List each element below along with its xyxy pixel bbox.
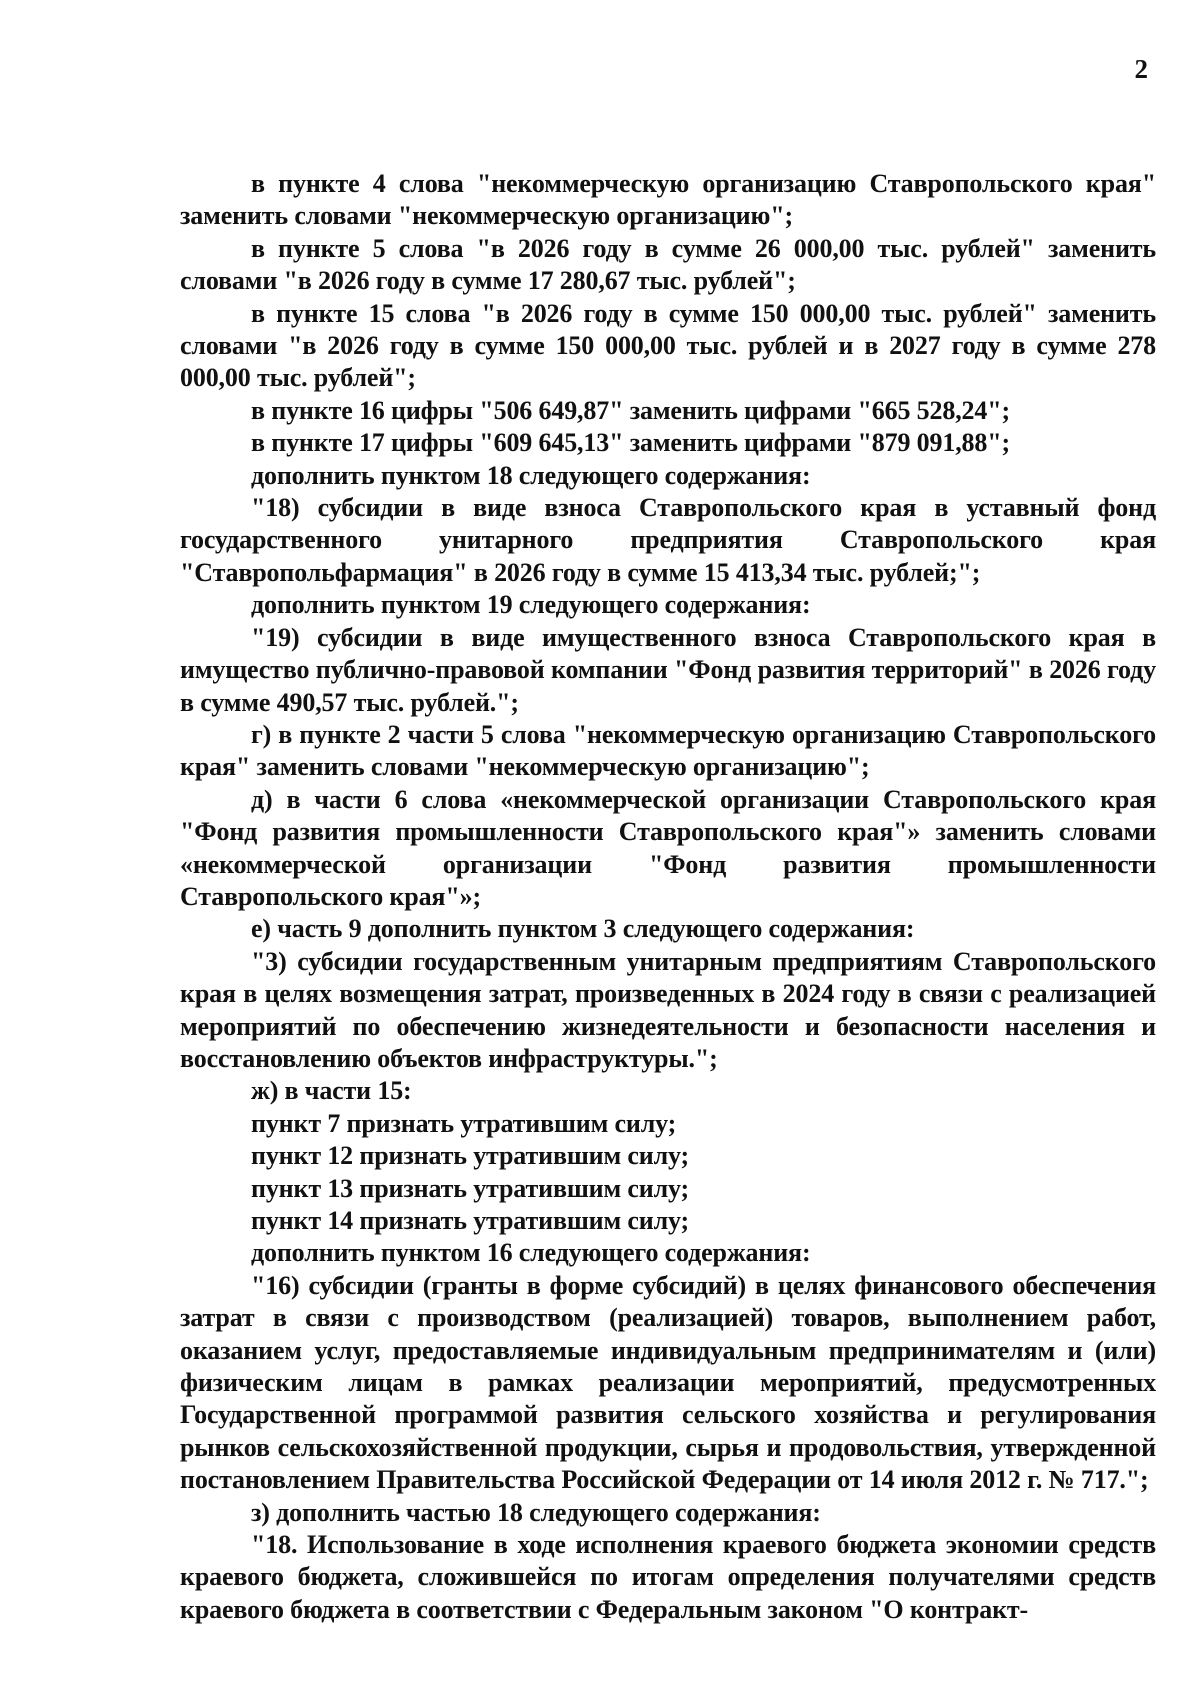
paragraph: "16) субсидии (гранты в форме субсидий) в целях финансового обеспечения затрат в связи с производством (реализацией) товаров, выполнением работ, оказанием услуг, предоставляемые индивидуальным предпринимателям и (или) физическим лицам в рамках реализации мероприятий, предусмотренных Государственной программой развития сельского хозяйства и регулирования рынков сельскохозяйственной продукции, сырья и продовольствия, утвержденной постановлением Правительства Российской Федерации от 14 июля 2012 г. № 717."; — [180, 1270, 1156, 1495]
paragraph: пункт 13 признать утратившим силу; — [251, 1173, 690, 1203]
paragraph: "3) субсидии государственным унитарным предприятиям Ставропольского края в целях возмещения затрат, произведенных в 2024 году в связи с реализацией мероприятий по обеспечению жизнедеятельности и безопасности населения и восстановлению объектов инфраструктуры."; — [180, 946, 1156, 1073]
paragraph: е) часть 9 дополнить пунктом 3 следующего содержания: — [251, 914, 915, 944]
paragraph: ж) в части 15: — [251, 1076, 412, 1106]
paragraph: в пункте 17 цифры "609 645,13" заменить цифрами "879 091,88"; — [251, 428, 1011, 458]
paragraph: пункт 12 признать утратившим силу; — [251, 1141, 690, 1171]
paragraph: в пункте 16 цифры "506 649,87" заменить цифрами "665 528,24"; — [251, 395, 1011, 425]
paragraph: в пункте 5 слова "в 2026 году в сумме 26 000,00 тыс. рублей" заменить словами "в 2026 году в сумме 17 280,67 тыс. рублей"; — [180, 233, 1156, 296]
paragraph: з) дополнить частью 18 следующего содержания: — [251, 1497, 821, 1527]
paragraph: пункт 14 признать утратившим силу; — [251, 1206, 690, 1235]
document-body — [180, 168, 1156, 1626]
paragraph: дополнить пунктом 19 следующего содержания: — [251, 590, 811, 620]
paragraph: "19) субсидии в виде имущественного взноса Ставропольского края в имущество публично-правовой компании "Фонд развития территорий" в 2026 году в сумме 490,57 тыс. рублей."; — [180, 622, 1156, 717]
paragraph: в пункте 4 слова "некоммерческую организацию Ставропольского края" заменить словами "некоммерческую организацию"; — [180, 169, 1156, 231]
paragraph: дополнить пунктом 18 следующего содержания: — [251, 460, 811, 490]
paragraph: пункт 7 признать утратившим силу; — [251, 1108, 677, 1138]
page-number: 2 — [1134, 54, 1148, 84]
paragraph: г) в пункте 2 части 5 слова "некоммерческую организацию Ставропольского края" заменить словами "некоммерческую организацию"; — [180, 719, 1156, 782]
paragraph: в пункте 15 слова "в 2026 году в сумме 150 000,00 тыс. рублей" заменить словами "в 2026 году в сумме 150 000,00 тыс. рублей и в 2027 году в сумме 278 000,00 тыс. рублей"; — [180, 298, 1156, 393]
paragraph: д) в части 6 слова «некоммерческой организации Ставропольского края "Фонд развития промышленности Ставропольского края"» заменить словами «некоммерческой организации "Фонд развития промышленности Ставропольского края"»; — [180, 784, 1156, 911]
paragraph: дополнить пунктом 16 следующего содержания: — [251, 1238, 811, 1268]
paragraph: "18. Использование в ходе исполнения краевого бюджета экономии средств краевого бюджета, сложившейся по итогам определения получателями средств краевого бюджета в соответствии с Федеральным законом "О контракт- — [180, 1530, 1156, 1624]
paragraph: "18) субсидии в виде взноса Ставропольского края в уставный фонд государственного унитарного предприятия Ставропольского края "Ставропольфармация" в 2026 году в сумме 15 413,34 тыс. рублей;"; — [180, 493, 1156, 587]
